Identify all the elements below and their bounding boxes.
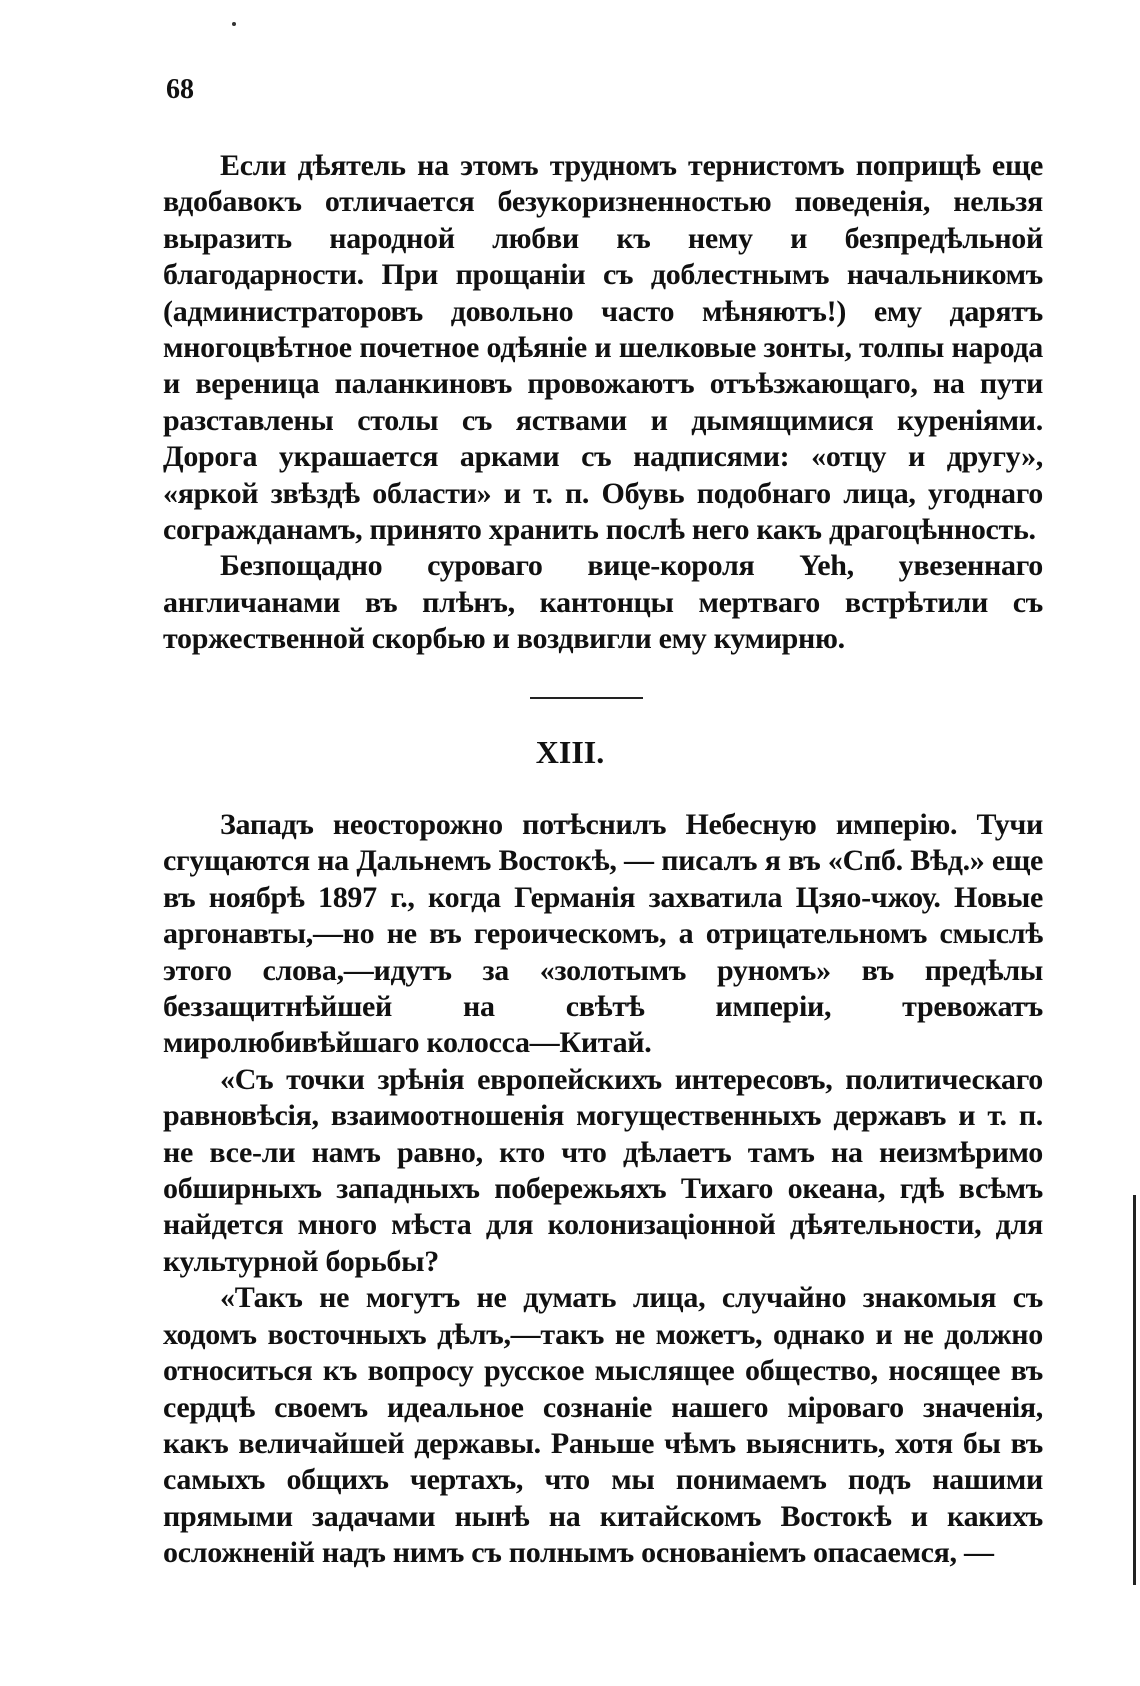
print-speck — [232, 22, 236, 26]
section-divider — [530, 697, 643, 699]
section-1-text — [163, 148, 1043, 658]
paragraph: Западъ неосторожно потѣснилъ Небесную имперію. Тучи сгущаются на Дальнемъ Востокѣ, — писалъ я въ «Спб. Вѣд.» еще въ ноябрѣ 1897 г., когда Германія захватила Цзяо-чжоу. Новые аргонавты,—но не въ героическомъ, а отрицательномъ смыслѣ этого слова,—идутъ за «золотымъ руномъ» въ предѣлы беззащитнѣйшей на свѣтѣ имперіи, тревожатъ миролюбивѣйшаго колосса—Китай. — [163, 808, 1043, 1060]
paragraph: Если дѣятель на этомъ трудномъ тернистомъ поприщѣ еще вдобавокъ отличается безукоризненностью поведенія, нельзя выразить народной любви къ нему и безпредѣльной благодарности. При прощаніи съ доблестнымъ начальникомъ (администраторовъ довольно часто мѣняютъ!) ему дарятъ многоцвѣтное почетное одѣяніе и шелковые зонты, толпы народа и вереница паланкиновъ провожаютъ отъѣзжающаго, на пути разставлены столы съ яствами и дымящимися куреніями. Дорога украшается арками съ надписями: «отцу и другу», «яркой звѣздѣ области» и т. п. Обувь подобнаго лица, угоднаго согражданамъ, принято хранить послѣ него какъ драгоцѣнность. — [163, 149, 1043, 547]
page-edge-line — [1133, 1195, 1136, 1585]
section-2-text — [163, 807, 1043, 1572]
paragraph: «Такъ не могутъ не думать лица, случайно знакомыя съ ходомъ восточныхъ дѣлъ,—такъ не можетъ, однако и не должно относиться къ вопросу русское мыслящее общество, носящее въ сердцѣ своемъ идеальное сознаніе нашего міроваго значенія, какъ величайшей державы. Раньше чѣмъ выяснить, хотя бы въ самыхъ общихъ чертахъ, что мы понимаемъ подъ нашими прямыми задачами нынѣ на китайскомъ Востокѣ и какихъ осложненій надъ нимъ съ полнымъ основаніемъ опасаемся, — — [163, 1281, 1043, 1570]
paragraph: «Съ точки зрѣнія европейскихъ интересовъ, политическаго равновѣсія, взаимоотношенія могущественныхъ державъ и т. п. не все-ли намъ равно, кто что дѣлаетъ тамъ на неизмѣримо обширныхъ западныхъ побережьяхъ Тихаго океана, гдѣ всѣмъ найдется много мѣста для колонизаціонной дѣятельности, для культурной борьбы? — [163, 1062, 1043, 1278]
chapter-heading: XIII. — [535, 734, 605, 770]
page-number: 68 — [166, 74, 194, 105]
paragraph: Безпощадно суроваго вице-короля Yeh, увезеннаго англичанами въ плѣнъ, кантонцы мертваго встрѣтили съ торжественной скорбью и воздвигли ему кумирню. — [163, 549, 1043, 656]
